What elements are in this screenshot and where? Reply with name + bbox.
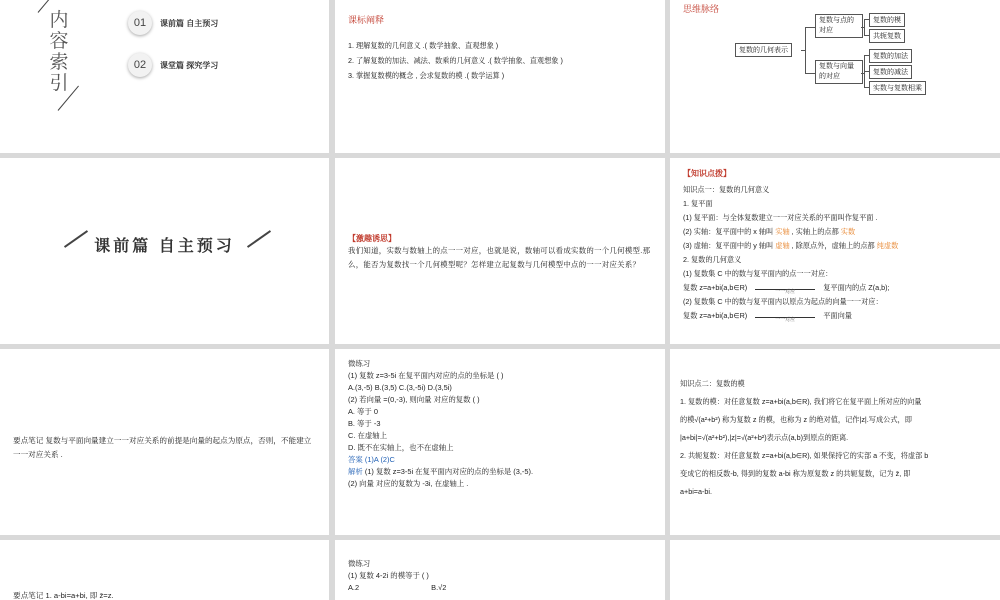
fill-blank: 实轴 bbox=[775, 227, 790, 236]
curriculum-point: 3. 掌握复数模的概念 , 会求复数的模 .( 数学运算 ) bbox=[348, 71, 505, 80]
branch-vector: 复数与向量的对应 bbox=[815, 60, 863, 84]
connector bbox=[801, 50, 805, 51]
toc-number: 01 bbox=[128, 11, 152, 35]
slide-motivation[interactable] bbox=[335, 158, 665, 344]
text-segment: , 实轴上的点都 bbox=[791, 227, 839, 236]
motivation-block bbox=[348, 233, 653, 272]
text-line bbox=[683, 281, 898, 295]
fill-blank: 实数 bbox=[840, 227, 856, 236]
toc-item-2[interactable] bbox=[128, 53, 218, 77]
text-segment: (2) 实轴：复平面中的 x 轴叫 bbox=[683, 227, 774, 236]
toc-label: 课堂篇 探究学习 bbox=[160, 60, 219, 70]
slide-knowledge-point-2[interactable] bbox=[670, 349, 1000, 535]
text-segment: (3) 虚轴：复平面中的 y 轴叫 bbox=[683, 241, 774, 250]
slide-knowledge-point-1[interactable] bbox=[670, 158, 1000, 344]
exercise-line: D. 既不在实轴上，也不在虚轴上 bbox=[348, 443, 454, 452]
correspondence-arrow bbox=[755, 289, 815, 295]
slide-key-note-2[interactable] bbox=[0, 540, 329, 600]
text-line: 变成它的相反数-b, 得到的复数 a-bi 称为原复数 z 的共轭复数，记为 z̄, 即 bbox=[680, 469, 911, 478]
title-char: 内 bbox=[49, 9, 69, 31]
exercise-content bbox=[348, 358, 533, 490]
exercise-line: A.(3,-5) B.(3,5) C.(3,-5i) D.(3,5i) bbox=[348, 383, 452, 392]
motivation-heading: 【激趣诱思】 bbox=[348, 234, 396, 243]
text-line: (1) 复平面：与全体复数建立一一对应关系的平面叫作复平面 . bbox=[683, 213, 878, 222]
exercise-line: C. 在虚轴上 bbox=[348, 431, 388, 440]
text-line: a+bi=a-bi. bbox=[680, 487, 712, 496]
answer-label: 答案 bbox=[348, 455, 363, 464]
text-segment: 复数 z=a+bi(a,b∈R) bbox=[683, 311, 748, 320]
exercise-content bbox=[348, 558, 446, 594]
contents-title bbox=[48, 10, 70, 94]
text-line: 的模√(a²+b²) 称为复数 z 的模，也称为 z 的绝对值，记作|z|.写成公式，即 bbox=[680, 415, 912, 424]
exercise-line: A. 等于 0 bbox=[348, 407, 378, 416]
exercise-options bbox=[348, 582, 446, 594]
arrow-label: 一一对应 bbox=[775, 289, 796, 295]
analysis-line bbox=[348, 466, 533, 478]
slide-key-note[interactable] bbox=[0, 349, 329, 535]
correspondence-arrow bbox=[755, 317, 815, 323]
slide-section-title[interactable] bbox=[0, 158, 329, 344]
leaf-conjugate: 共轭复数 bbox=[869, 29, 905, 43]
leaf-addition: 复数的加法 bbox=[869, 49, 912, 63]
slide-blank[interactable] bbox=[670, 540, 1000, 600]
connector bbox=[861, 73, 864, 74]
title-char: 引 bbox=[49, 72, 69, 94]
text-line: 2. 共轭复数：对任意复数 z=a+bi(a,b∈R), 如果保持它的实部 a 不变，将虚部 b bbox=[680, 451, 929, 460]
curriculum-point: 1. 理解复数的几何意义 .( 数学抽象、直观想象 ) bbox=[348, 41, 499, 50]
key-note: 要点笔记 复数与平面向量建立一一对应关系的前提是向量的起点为原点，否则，不能建立一一对应关系 . bbox=[13, 436, 312, 459]
exercise-line: (2) 若向量 =(0,-3), 则向量 对应的复数 ( ) bbox=[348, 395, 480, 404]
motivation-text: 我们知道，实数与数轴上的点一一对应，也就是说，数轴可以看成实数的一个几何模型.那么，能否为复数找一个几何模型呢？怎样建立起复数与几何模型中点的一一对应关系？ bbox=[348, 246, 651, 269]
exercise-heading: 微练习 bbox=[348, 559, 371, 568]
curriculum-list bbox=[348, 38, 563, 83]
option-b: B.√2 bbox=[431, 583, 447, 592]
leaf-scalar-multiplication: 实数与复数相乘 bbox=[869, 81, 926, 95]
knowledge-heading: 【知识点拨】 bbox=[683, 169, 731, 178]
text-segment: 复平面内的点 Z(a,b); bbox=[823, 283, 890, 292]
connector bbox=[805, 27, 806, 73]
text-line: 1. 复数的模：对任意复数 z=a+bi(a,b∈R), 我们将它在复平面上所对应的向量 bbox=[680, 397, 922, 406]
text-line: 知识点一：复数的几何意义 bbox=[683, 185, 770, 194]
exercise-line: (1) 复数 4-2i 的模等于 ( ) bbox=[348, 571, 429, 580]
toc-label: 课前篇 自主预习 bbox=[160, 18, 219, 28]
mind-map-heading: 思维脉络 bbox=[683, 4, 720, 14]
slide-contents-index[interactable] bbox=[0, 0, 329, 153]
leaf-subtraction: 复数的减法 bbox=[869, 65, 912, 79]
connector bbox=[864, 19, 865, 35]
text-line: 知识点二：复数的模 bbox=[680, 379, 745, 388]
curriculum-heading: 课标阐释 bbox=[348, 15, 385, 25]
text-line: 2. 复数的几何意义 bbox=[683, 255, 742, 264]
knowledge-content bbox=[680, 375, 928, 501]
exercise-heading: 微练习 bbox=[348, 359, 371, 368]
slide-exercise-1[interactable] bbox=[335, 349, 665, 535]
slide-exercise-2[interactable] bbox=[335, 540, 665, 600]
exercise-line: B. 等于 -3 bbox=[348, 419, 381, 428]
toc-item-1[interactable] bbox=[128, 11, 218, 35]
text-segment: 复数 z=a+bi(a,b∈R) bbox=[683, 283, 748, 292]
text-segment: 平面向量 bbox=[823, 311, 852, 320]
text-line bbox=[683, 225, 898, 239]
title-char: 容 bbox=[49, 30, 69, 52]
knowledge-content bbox=[683, 183, 898, 323]
analysis-text: (1) 复数 z=3-5i 在复平面内对应的点的坐标是 (3,-5). bbox=[364, 467, 534, 476]
slide-mind-map[interactable] bbox=[670, 0, 1000, 153]
text-line: |a+bi|=√(a²+b²),|z|=√(a²+b²)表示点(a,b)到原点的距离. bbox=[680, 433, 849, 442]
analysis-label: 解析 bbox=[348, 467, 363, 476]
text-line: 1. 复平面 bbox=[683, 199, 713, 208]
branch-point: 复数与点的对应 bbox=[815, 14, 863, 38]
curriculum-point: 2. 了解复数的加法、减法、数乘的几何意义 .( 数学抽象、直观想象 ) bbox=[348, 56, 563, 65]
slide-curriculum[interactable] bbox=[335, 0, 665, 153]
text-line: (2) 复数集 C 中的数与复平面内以原点为起点的向量一一对应： bbox=[683, 297, 883, 306]
exercise-line: (1) 复数 z=3-5i 在复平面内对应的点的坐标是 ( ) bbox=[348, 371, 504, 380]
analysis-text: (2) 向量 对应的复数为 -3i, 在虚轴上 . bbox=[348, 479, 469, 488]
connector bbox=[805, 27, 815, 28]
mind-map-root: 复数的几何表示 bbox=[735, 43, 792, 57]
connector bbox=[861, 27, 864, 28]
text-segment: , 除原点外，虚轴上的点都 bbox=[791, 241, 875, 250]
text-line: (1) 复数集 C 中的数与复平面内的点一一对应： bbox=[683, 269, 833, 278]
toc-number: 02 bbox=[128, 53, 152, 77]
section-title: 课前篇 自主预习 bbox=[94, 238, 235, 255]
answer-line bbox=[348, 454, 533, 466]
leaf-modulus: 复数的模 bbox=[869, 13, 905, 27]
option-a: A.2 bbox=[348, 583, 360, 592]
arrow-label: 一一对应 bbox=[775, 317, 796, 323]
fill-blank: 虚轴 bbox=[775, 241, 790, 250]
answer-value: (1)A (2)C bbox=[364, 455, 395, 464]
text-line bbox=[683, 309, 898, 323]
fill-blank: 纯虚数 bbox=[876, 241, 899, 250]
key-note: 要点笔记 1. a-bi=a+bi, 即 z̄=z. bbox=[13, 591, 114, 600]
title-char: 索 bbox=[49, 51, 69, 73]
connector bbox=[805, 73, 815, 74]
text-line bbox=[683, 239, 898, 253]
